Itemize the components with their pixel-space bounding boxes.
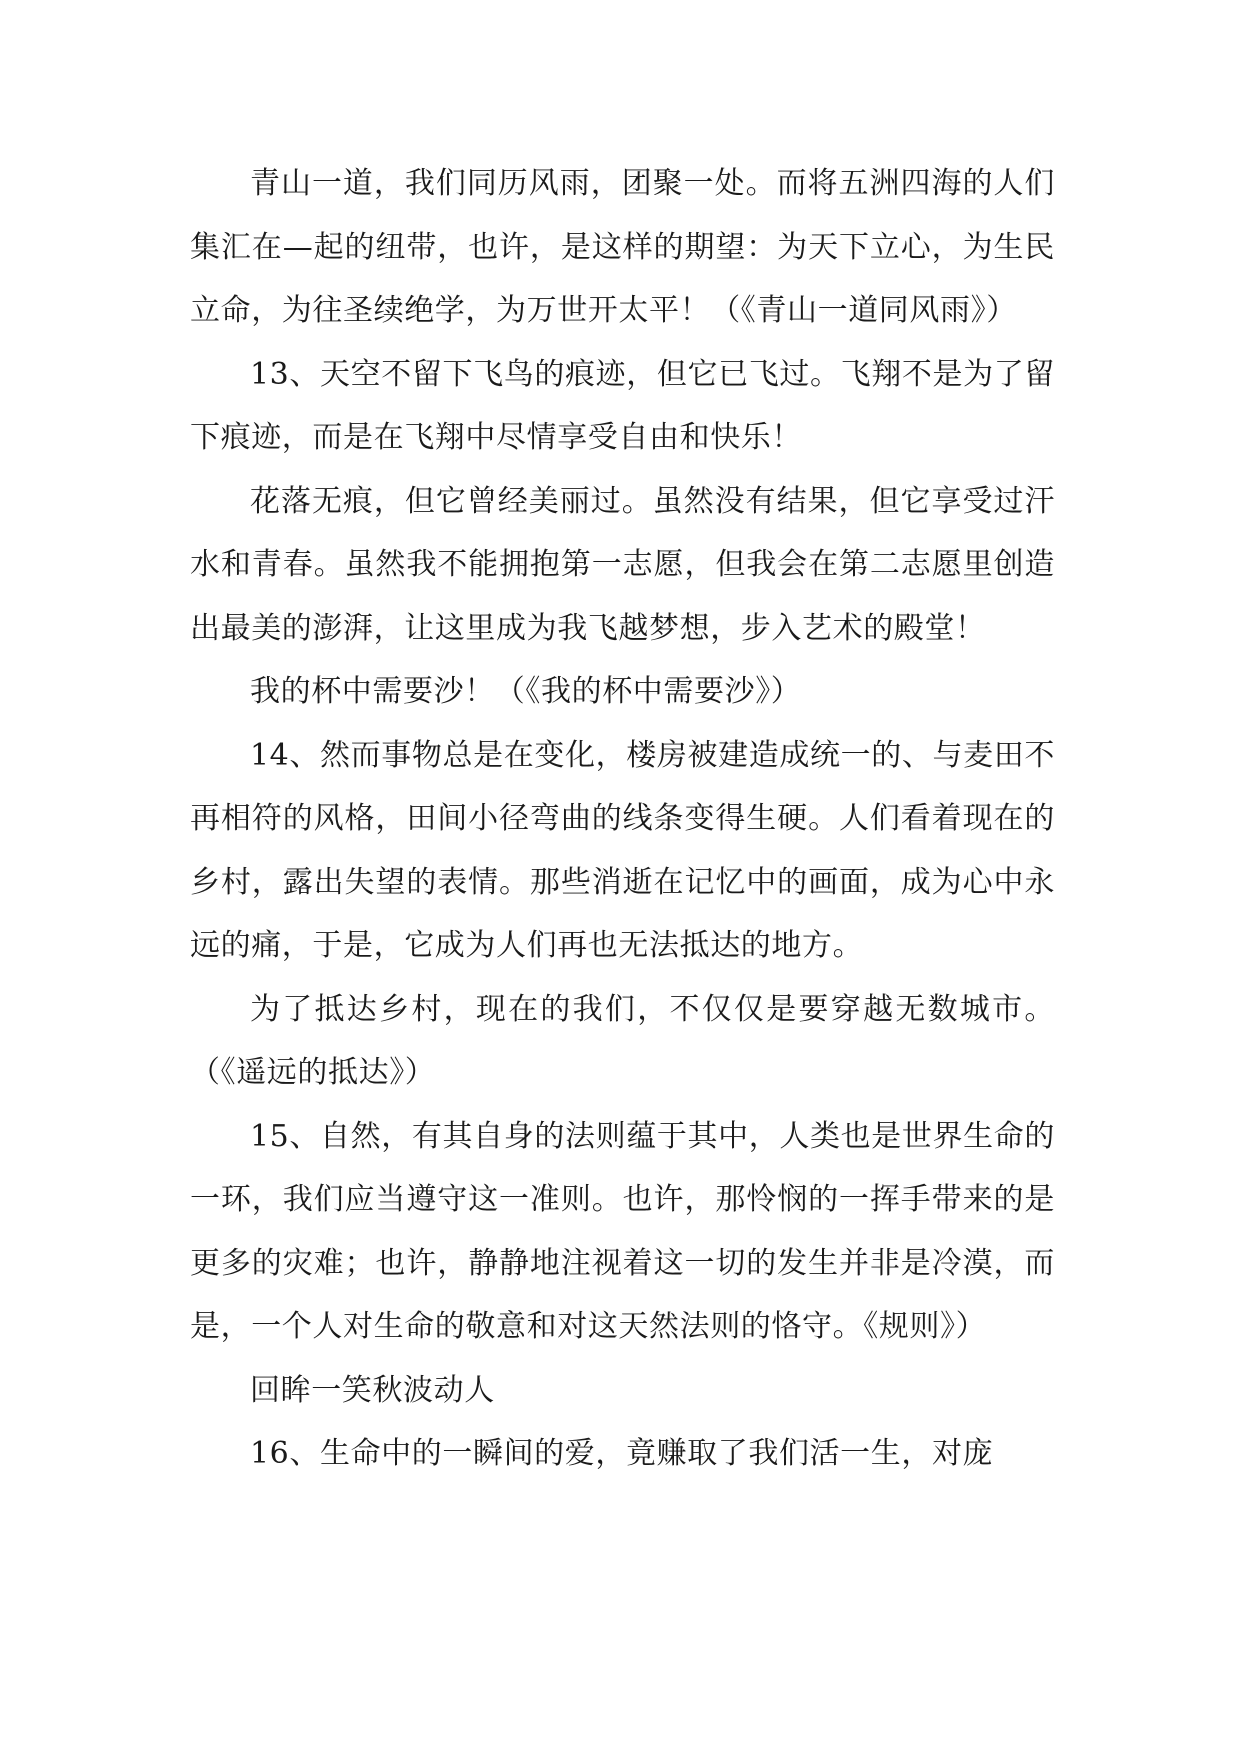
document-body: [190, 152, 1055, 1486]
paragraph-hualuo: 花落无痕，但它曾经美丽过。虽然没有结果，但它享受过汗水和青春。虽然我不能拥抱第一志愿，但我会在第二志愿里创造出最美的澎湃，让这里成为我飞越梦想，步入艺术的殿堂！: [190, 483, 1055, 646]
paragraph-15: 15、自然，有其自身的法则蕴于其中，人类也是世界生命的一环，我们应当遵守这一准则。也许，那怜悯的一挥手带来的是更多的灾难；也许，静静地注视着这一切的发生并非是冷漠，而是，一个人对生命的敬意和对这天然法则的恪守。《规则》）: [190, 1118, 1055, 1344]
paragraph-13: 13、天空不留下飞鸟的痕迹，但它已飞过。飞翔不是为了留下痕迹，而是在飞翔中尽情享受自由和快乐！: [190, 356, 1055, 455]
paragraph-beizhong: 我的杯中需要沙！（《我的杯中需要沙》）: [250, 674, 802, 709]
paragraph-huimou: 回眸一笑秋波动人: [250, 1372, 495, 1408]
paragraph-dida: 为了抵达乡村，现在的我们，不仅仅是要穿越无数城市。（《遥远的抵达》）: [190, 991, 1055, 1090]
paragraph-qingshan: 青山一道，我们同历风雨，团聚一处。而将五洲四海的人们集汇在—起的纽带，也许，是这样的期望：为天下立心，为生民立命，为往圣续绝学，为万世开太平！（《青山一道同风雨》）: [190, 166, 1055, 328]
paragraph-14: 14、然而事物总是在变化，楼房被建造成统一的、与麦田不再相符的风格，田间小径弯曲的线条变得生硬。人们看着现在的乡村，露出失望的表情。那些消逝在记忆中的画面，成为心中永远的痛，于是，它成为人们再也无法抵达的地方。: [190, 737, 1055, 963]
paragraph-16: 16、生命中的一瞬间的爱，竟赚取了我们活一生，对庞: [250, 1436, 994, 1471]
